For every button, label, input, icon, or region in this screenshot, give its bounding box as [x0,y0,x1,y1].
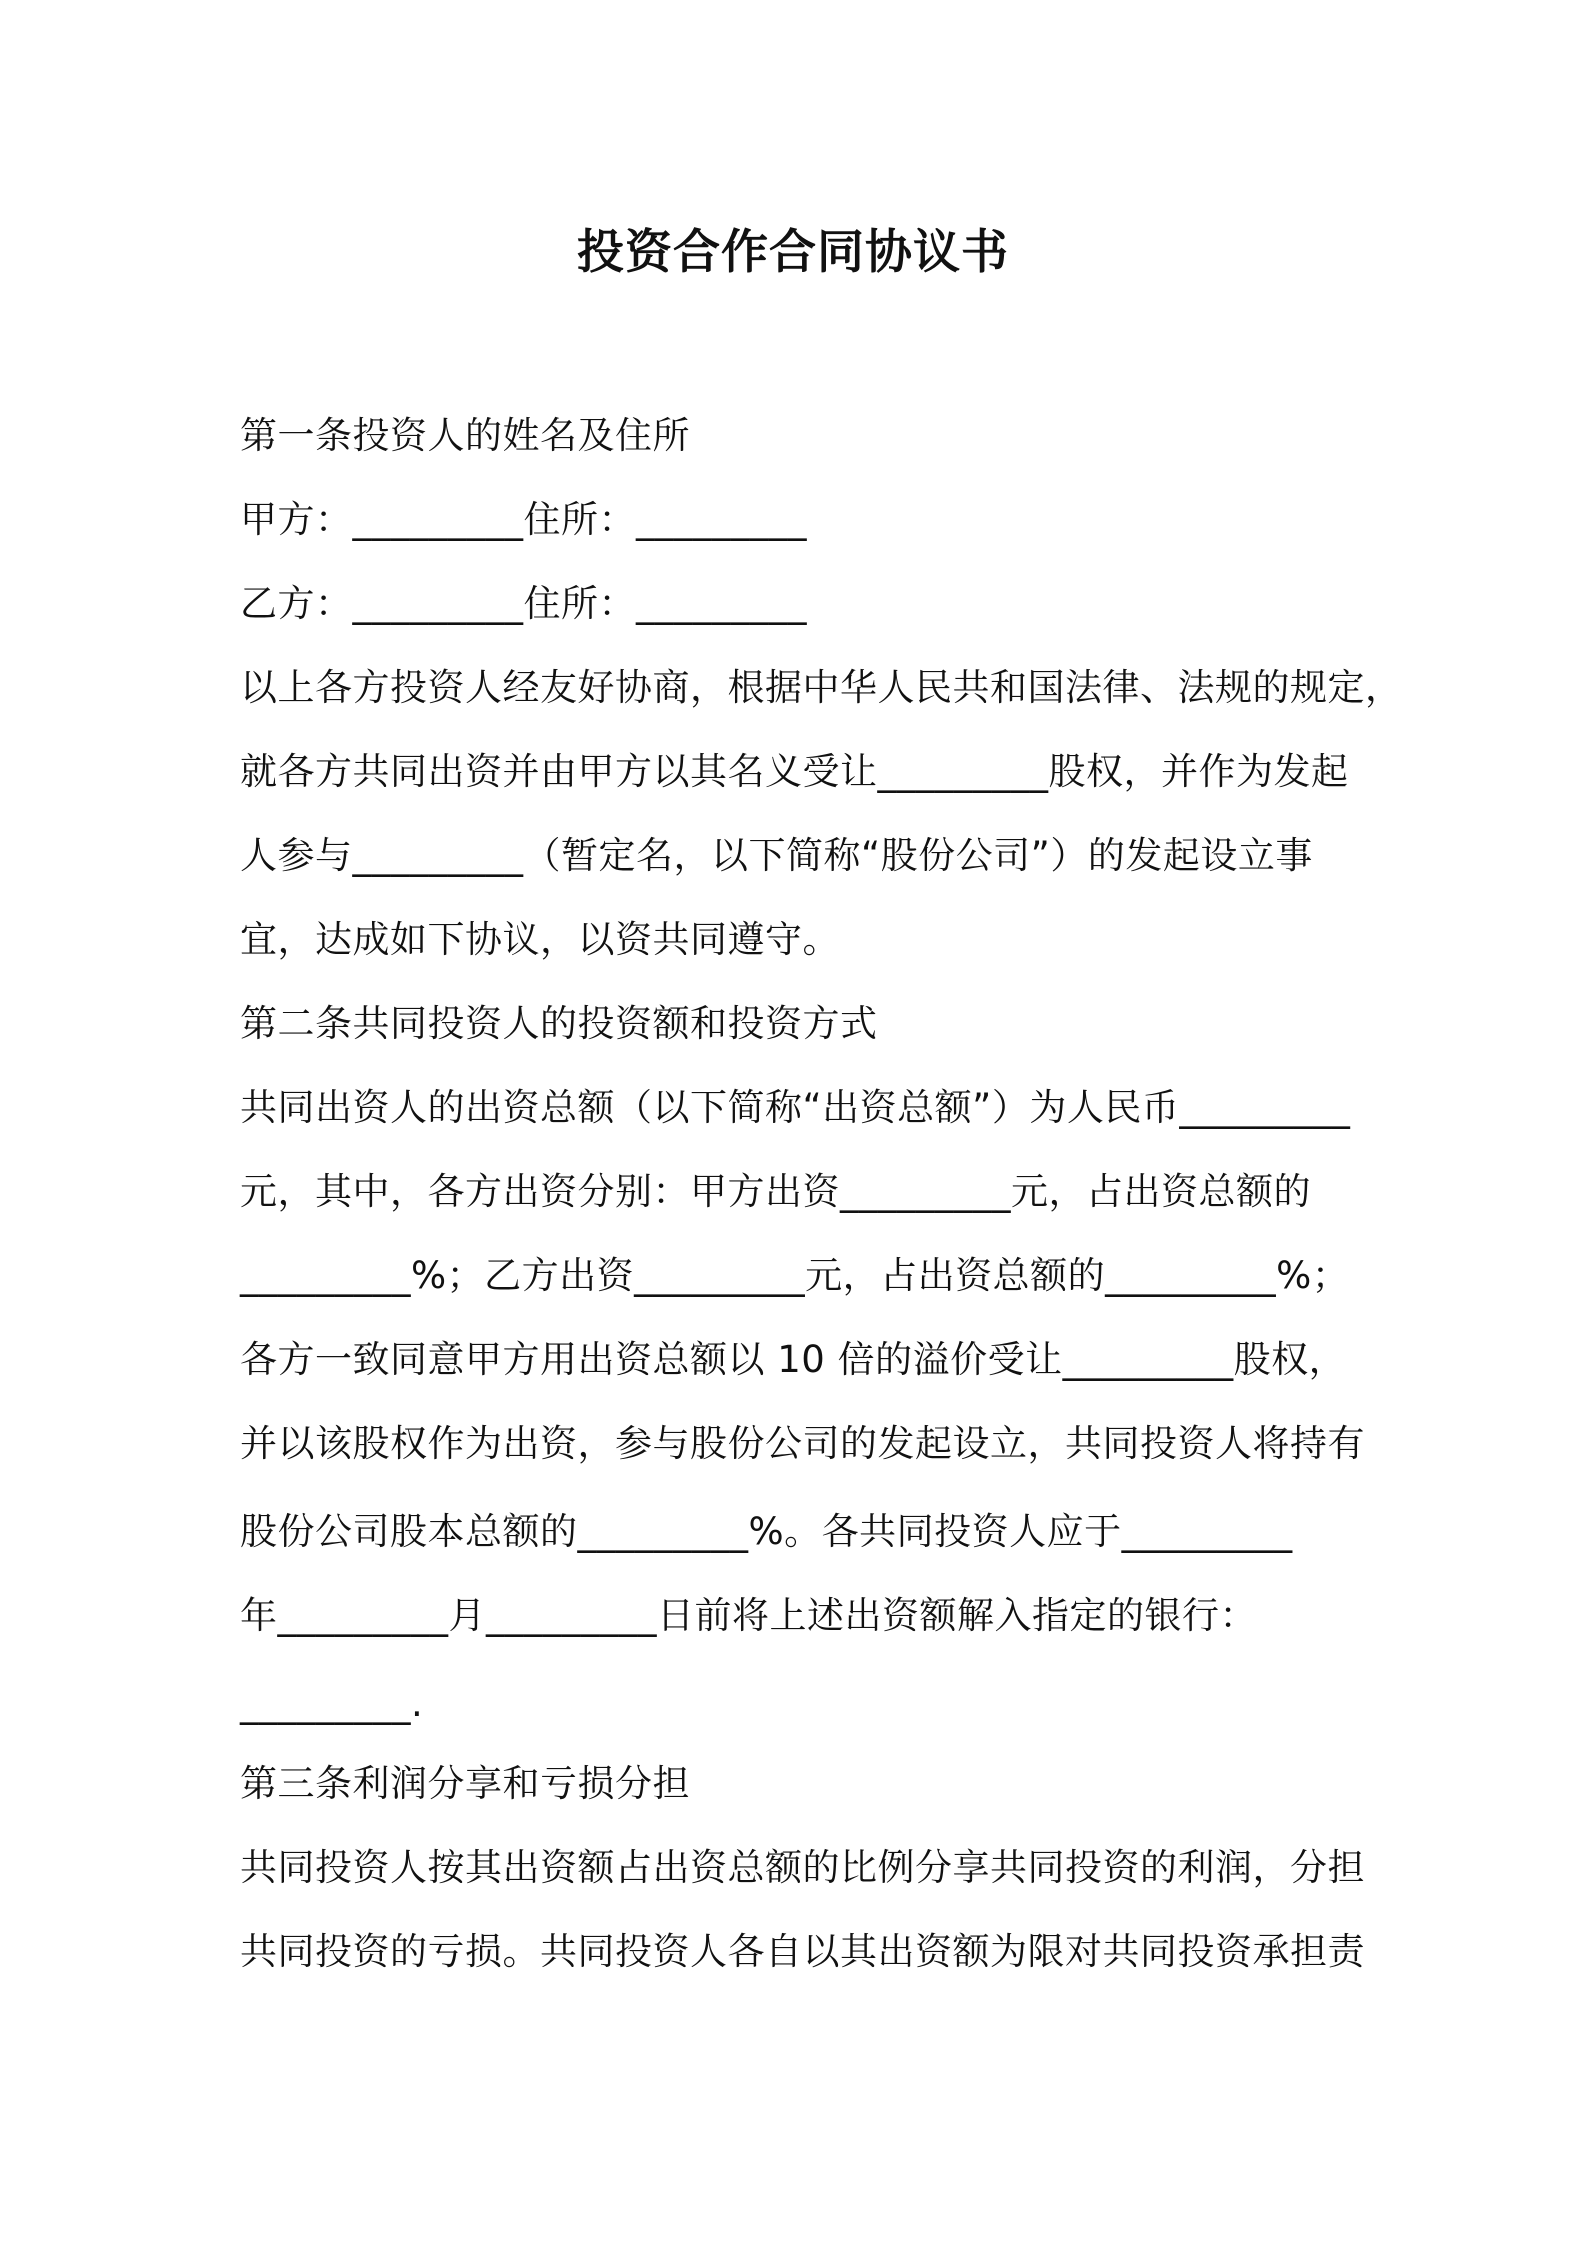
paragraph-line: 股份公司股本总额的_________%。各共同投资人应于_________ [240,1510,1293,1553]
paragraph-line: _________. [240,1682,424,1725]
article-3-heading: 第三条利润分享和亏损分担 [240,1762,690,1805]
paragraph-line: 共同投资人按其出资额占出资总额的比例分享共同投资的利润，分担 [240,1846,1365,1889]
paragraph-line: 以上各方投资人经友好协商，根据中华人民共和国法律、法规的规定， [240,666,1403,709]
paragraph-line: 年_________月_________日前将上述出资额解入指定的银行： [240,1594,1257,1637]
article-1-heading: 第一条投资人的姓名及住所 [240,414,690,457]
paragraph-line: 共同投资的亏损。共同投资人各自以其出资额为限对共同投资承担责 [240,1930,1365,1973]
paragraph-line: 共同出资人的出资总额（以下简称“出资总额”）为人民币_________ [240,1086,1351,1129]
party-a-line: 甲方：_________住所：_________ [240,498,807,541]
document-title: 投资合作合同协议书 [577,225,1009,280]
paragraph-line: 人参与_________（暂定名，以下简称“股份公司”）的发起设立事 [240,834,1313,877]
paragraph-line: 宜，达成如下协议，以资共同遵守。 [240,918,840,961]
paragraph-line: 各方一致同意甲方用出资总额以 10 倍的溢价受让_________股权， [240,1338,1347,1381]
paragraph-line: _________%；乙方出资_________元，占出资总额的_________%； [240,1254,1350,1297]
paragraph-line: 就各方共同出资并由甲方以其名义受让_________股权，并作为发起 [240,750,1349,793]
party-b-line: 乙方：_________住所：_________ [240,582,807,625]
paragraph-line: 元，其中，各方出资分别：甲方出资_________元，占出资总额的 [240,1170,1311,1213]
paragraph-line: 并以该股权作为出资，参与股份公司的发起设立，共同投资人将持有 [240,1422,1365,1465]
article-2-heading: 第二条共同投资人的投资额和投资方式 [240,1002,878,1045]
